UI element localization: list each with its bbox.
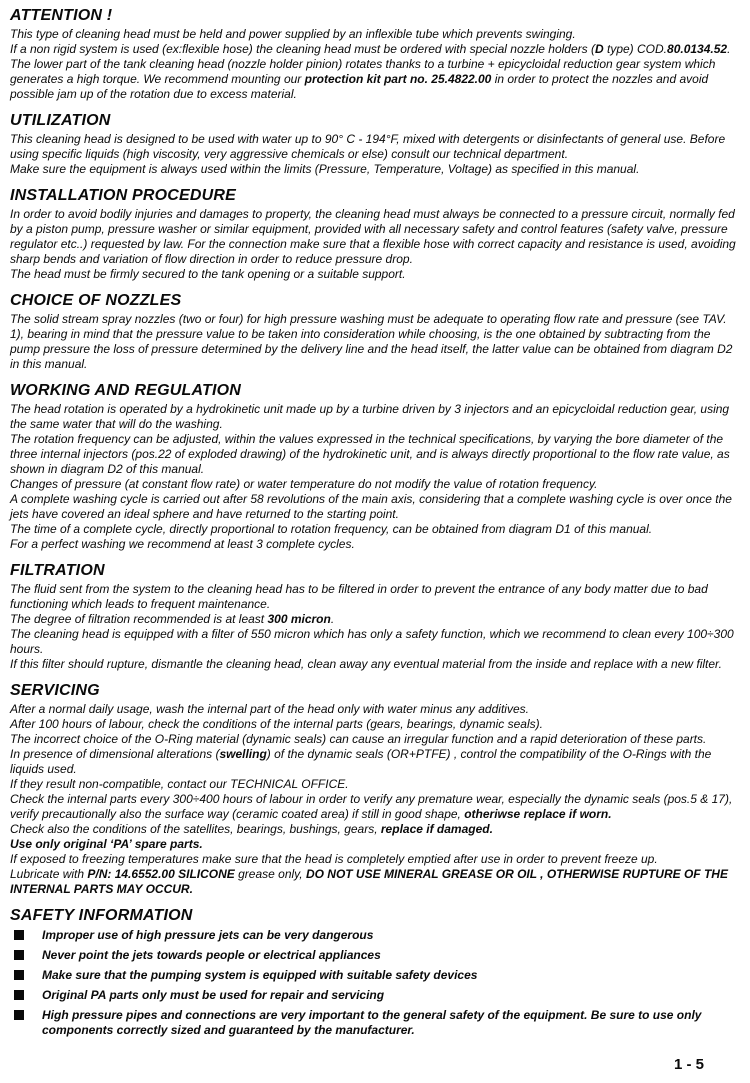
paragraph: If they result non-compatible, contact our TECHNICAL OFFICE. (10, 777, 349, 791)
section-working-and-regulation (10, 382, 736, 552)
paragraph: Make sure the equipment is always used within the limits (Pressure, Temperature, Voltage) as specified in this manual. (10, 162, 640, 176)
bullet-item (10, 928, 736, 943)
paragraph: The lower part of the tank cleaning head (nozzle holder pinion) rotates thanks to a turbine + epicycloidal reduction gear system which generates a high torque. We recommend mounting our protection kit part no. 25.4822.00 in order to protect the nozzles and avoid possible jam up of the rotation due to excess material. (10, 57, 716, 101)
paragraph: The time of a complete cycle, directly proportional to rotation frequency, can be obtained from diagram D1 of this manual. (10, 522, 653, 536)
paragraph: If a non rigid system is used (ex:flexible hose) the cleaning head must be ordered with special nozzle holders (D type) COD.80.0134.52. (10, 42, 731, 56)
paragraph: The cleaning head is equipped with a filter of 550 micron which has only a safety function, which we recommend to clean every 100÷300 hours. (10, 627, 734, 656)
section-servicing (10, 682, 736, 897)
paragraph: A complete washing cycle is carried out after 58 revolutions of the main axis, considering that a complete washing cycle is over once the jets have covered an ideal sphere and have returned to the starting point. (10, 492, 732, 521)
paragraph: Check also the conditions of the satellites, bearings, bushings, gears, replace if damaged. (10, 822, 493, 836)
bullet-text: High pressure pipes and connections are very important to the general safety of the equipment. Be sure to use only components correctly sized and guaranteed by the manufacturer. (42, 1008, 702, 1037)
section-installation-procedure (10, 187, 736, 282)
paragraph: The degree of filtration recommended is at least 300 micron. (10, 612, 335, 626)
section-heading-safety-information: SAFETY INFORMATION (10, 907, 193, 924)
bullet-item (10, 968, 736, 983)
bullet-square-icon (14, 970, 24, 980)
paragraph: The rotation frequency can be adjusted, within the values expressed in the technical specifications, by varying the bore diameter of the three internal injectors (pos.22 of exploded drawing) of the hydrokinetic unit, and is always directly proportional to the flow rate value, as shown in diagram D2 of this manual. (10, 432, 730, 476)
paragraph: This cleaning head is designed to be used with water up to 90° C - 194°F, mixed with detergents or disinfectants of general use. Before using specific liquids (high viscosity, very aggressive chemicals or else) consult our technical department. (10, 132, 726, 161)
paragraph: The fluid sent from the system to the cleaning head has to be filtered in order to prevent the entrance of any body matter due to bad functioning which leads to frequent maintenance. (10, 582, 708, 611)
bullet-square-icon (14, 930, 24, 940)
section-heading-utilization: UTILIZATION (10, 112, 111, 129)
paragraph: This type of cleaning head must be held and power supplied by an inflexible tube which prevents swinging. (10, 27, 576, 41)
paragraph: The solid stream spray nozzles (two or four) for high pressure washing must be adequate to operating flow rate and pressure (see TAV. 1), bearing in mind that the pressure value to be taken into consideration while choosing, is the one obtained by subtracting from the pump pressure the loss of pressure determined by the delivery line and the head itself, the latter value can be obtained from diagram D2 in this manual. (10, 312, 733, 371)
bullet-item (10, 1008, 736, 1038)
document-sections (10, 7, 736, 1038)
bullet-item (10, 988, 736, 1003)
section-choice-of-nozzles (10, 292, 736, 372)
bullet-text: Never point the jets towards people or electrical appliances (42, 948, 381, 962)
paragraph: If this filter should rupture, dismantle the cleaning head, clean away any eventual material from the inside and replace with a new filter. (10, 657, 722, 671)
bullet-square-icon (14, 950, 24, 960)
paragraph: After a normal daily usage, wash the internal part of the head only with water minus any additives. (10, 702, 529, 716)
section-utilization (10, 112, 736, 177)
bullet-square-icon (14, 990, 24, 1000)
paragraph: Changes of pressure (at constant flow rate) or water temperature do not modify the value of rotation frequency. (10, 477, 598, 491)
section-heading-choice-of-nozzles: CHOICE OF NOZZLES (10, 292, 182, 309)
paragraph: Lubricate with P/N: 14.6552.00 SILICONE grease only, DO NOT USE MINERAL GREASE OR OIL , OTHERWISE RUPTURE OF THE INTERNAL PARTS MAY OCCUR. (10, 867, 728, 896)
paragraph: The head must be firmly secured to the tank opening or a suitable support. (10, 267, 406, 281)
section-filtration (10, 562, 736, 672)
section-heading-attention: ATTENTION ! (10, 7, 113, 24)
bullet-item (10, 948, 736, 963)
page-number: 1 - 5 (673, 1056, 704, 1073)
section-heading-servicing: SERVICING (10, 682, 100, 699)
paragraph: In order to avoid bodily injuries and damages to property, the cleaning head must always be connected to a pressure circuit, normally fed by a piston pump, pressure washer or similar equipment, provided with all necessary safety and control features (safety valve, pressure regulator etc..) requested by law. For the connection make sure that a flexible hose with correct capacity and resistance is used, avoiding sharp bends and variation of flow direction in order to reduce pressure drop. (10, 207, 736, 266)
paragraph: In presence of dimensional alterations (swelling) of the dynamic seals (OR+PTFE) , control the compatibility of the O-Rings with the liquids used. (10, 747, 712, 776)
section-attention (10, 7, 736, 102)
paragraph: For a perfect washing we recommend at least 3 complete cycles. (10, 537, 355, 551)
paragraph: Check the internal parts every 300÷400 hours of labour in order to verify any premature wear, especially the dynamic seals (pos.5 & 17), verify precautionally also the surface way (ceramic coated area) if still in good shape, otheriwse replace if worn. (10, 792, 733, 821)
section-safety-information (10, 907, 736, 1038)
paragraph: After 100 hours of labour, check the conditions of the internal parts (gears, bearings, dynamic seals). (10, 717, 543, 731)
section-heading-installation-procedure: INSTALLATION PROCEDURE (10, 187, 237, 204)
section-heading-working-and-regulation: WORKING AND REGULATION (10, 382, 242, 399)
paragraph: The incorrect choice of the O-Ring material (dynamic seals) can cause an irregular function and a rapid deterioration of these parts. (10, 732, 707, 746)
paragraph: Use only original ‘PA’ spare parts. (10, 837, 203, 851)
paragraph: The head rotation is operated by a hydrokinetic unit made up by a turbine driven by 3 injectors and an epicycloidal reduction gear, using the same water that will do the washing. (10, 402, 730, 431)
section-heading-filtration: FILTRATION (10, 562, 105, 579)
bullet-square-icon (14, 1010, 24, 1020)
paragraph: If exposed to freezing temperatures make sure that the head is completely emptied after use in order to prevent freeze up. (10, 852, 658, 866)
bullet-text: Make sure that the pumping system is equipped with suitable safety devices (42, 968, 478, 982)
bullet-text: Improper use of high pressure jets can be very dangerous (42, 928, 374, 942)
bullet-text: Original PA parts only must be used for repair and servicing (42, 988, 385, 1002)
